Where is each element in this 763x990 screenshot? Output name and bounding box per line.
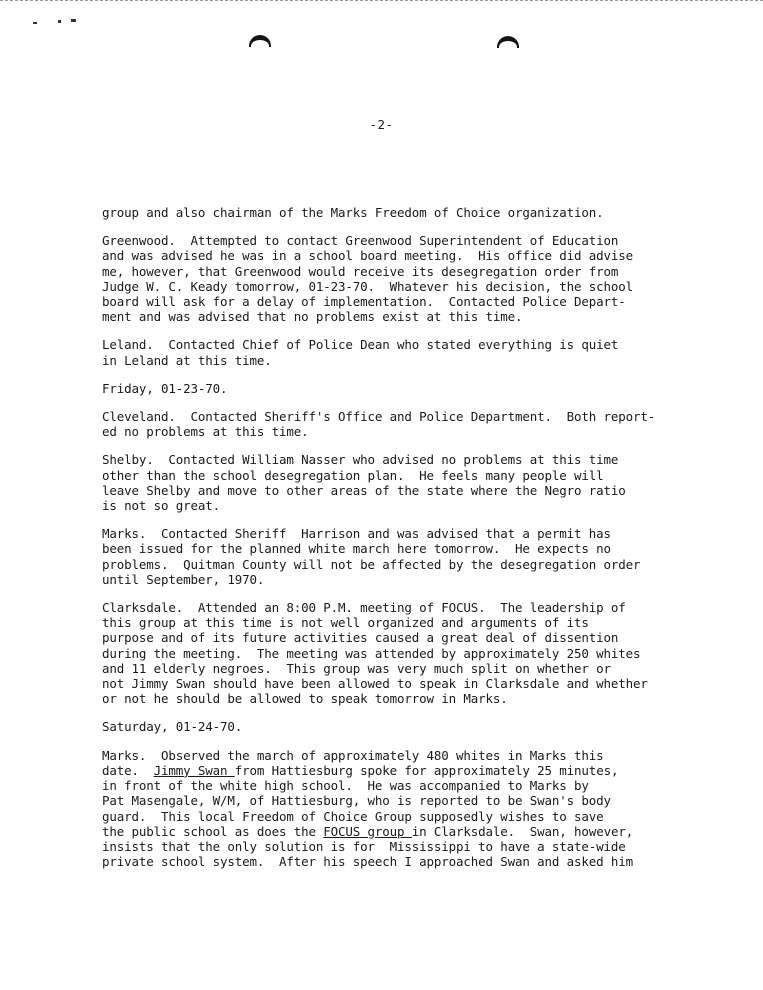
text-line: board will ask for a delay of implementation. Contacted Police Depart- [102,294,626,310]
text-line: leave Shelby and move to other areas of the state where the Negro ratio [102,482,626,498]
text-line: is not so great. [102,498,221,514]
paragraph [102,719,682,734]
paragraph [102,205,682,220]
speck-mark [58,20,61,23]
text-line: group and also chairman of the Marks Freedom of Choice organization. [102,205,604,220]
text-line: Saturday, 01-24-70. [102,719,243,735]
text-line: Leland. Contacted Chief of Police Dean who stated everything is quiet [102,337,619,353]
page-number: -2- [369,117,394,132]
underlined-name: Jimmy Swan [153,762,235,778]
text-line: or not he should be allowed to speak tomorrow in Marks. [102,691,508,707]
paragraph [102,526,682,587]
underlined-group: FOCUS group [323,823,412,839]
paragraph-marks-march [102,748,682,870]
text-line: Marks. Observed the march of approximately 480 whites in Marks this [102,747,604,763]
text-line: guard. This local Freedom of Choice Group supposedly wishes to save [102,808,604,824]
punch-hole-mark-left [249,35,271,47]
text-line: and 11 elderly negroes. This group was very much split on whether or [102,660,611,676]
paragraph [102,452,682,513]
text-line: in front of the white high school. He was accompanied to Marks by [102,778,589,794]
paragraph [102,233,682,324]
text-line: insists that the only solution is for Mississippi to have a state-wide [102,838,626,854]
text-line: Greenwood. Attempted to contact Greenwood Superintendent of Education [102,233,619,249]
text-line: Judge W. C. Keady tomorrow, 01-23-70. Whatever his decision, the school [102,278,634,294]
text-line: in Leland at this time. [102,352,272,368]
paragraph [102,409,682,439]
text-line: problems. Quitman County will not be affected by the desegregation order [102,556,641,572]
text-line: not Jimmy Swan should have been allowed to speak in Clarksdale and whether [102,676,648,692]
paragraph [102,381,682,396]
text-line: ment and was advised that no problems exist at this time. [102,309,523,325]
text-line: Cleveland. Contacted Sheriff's Office and Police Department. Both report- [102,409,656,425]
paragraph-list [102,205,682,735]
text-line: me, however, that Greenwood would receive its desegregation order from [102,263,619,279]
paragraph [102,337,682,367]
text-line: ed no problems at this time. [102,424,309,440]
paragraph [102,600,682,706]
text-line: until September, 1970. [102,571,265,587]
text-line: Shelby. Contacted William Nasser who advised no problems at this time [102,452,619,468]
punch-hole-mark-right [497,36,519,48]
text-line: private school system. After his speech I approached Swan and asked him [102,854,634,870]
speck-mark [71,19,76,22]
text-line: been issued for the planned white march here tomorrow. He expects no [102,541,611,557]
text-line: Pat Masengale, W/M, of Hattiesburg, who is reported to be Swan's body [102,793,611,809]
text-line: this group at this time is not well organized and arguments of its [102,615,589,631]
text-line: during the meeting. The meeting was attended by approximately 250 whites [102,645,641,661]
text-line: Marks. Contacted Sheriff Harrison and was advised that a permit has [102,526,611,542]
text-line: the public school as does the FOCUS group in Clarksdale. Swan, however, [102,823,634,839]
text-line: date. Jimmy Swan from Hattiesburg spoke for approximately 25 minutes, [102,762,619,778]
text-line: Friday, 01-23-70. [102,380,228,396]
page-top-edge [0,0,763,4]
speck-mark [33,22,37,24]
text-line: other than the school desegregation plan. He feels many people will [102,467,604,483]
text-line: purpose and of its future activities caused a great deal of dissention [102,630,619,646]
document-body [102,205,682,882]
text-line: Clarksdale. Attended an 8:00 P.M. meeting of FOCUS. The leadership of [102,600,626,616]
text-line: and was advised he was in a school board meeting. His office did advise [102,248,634,264]
